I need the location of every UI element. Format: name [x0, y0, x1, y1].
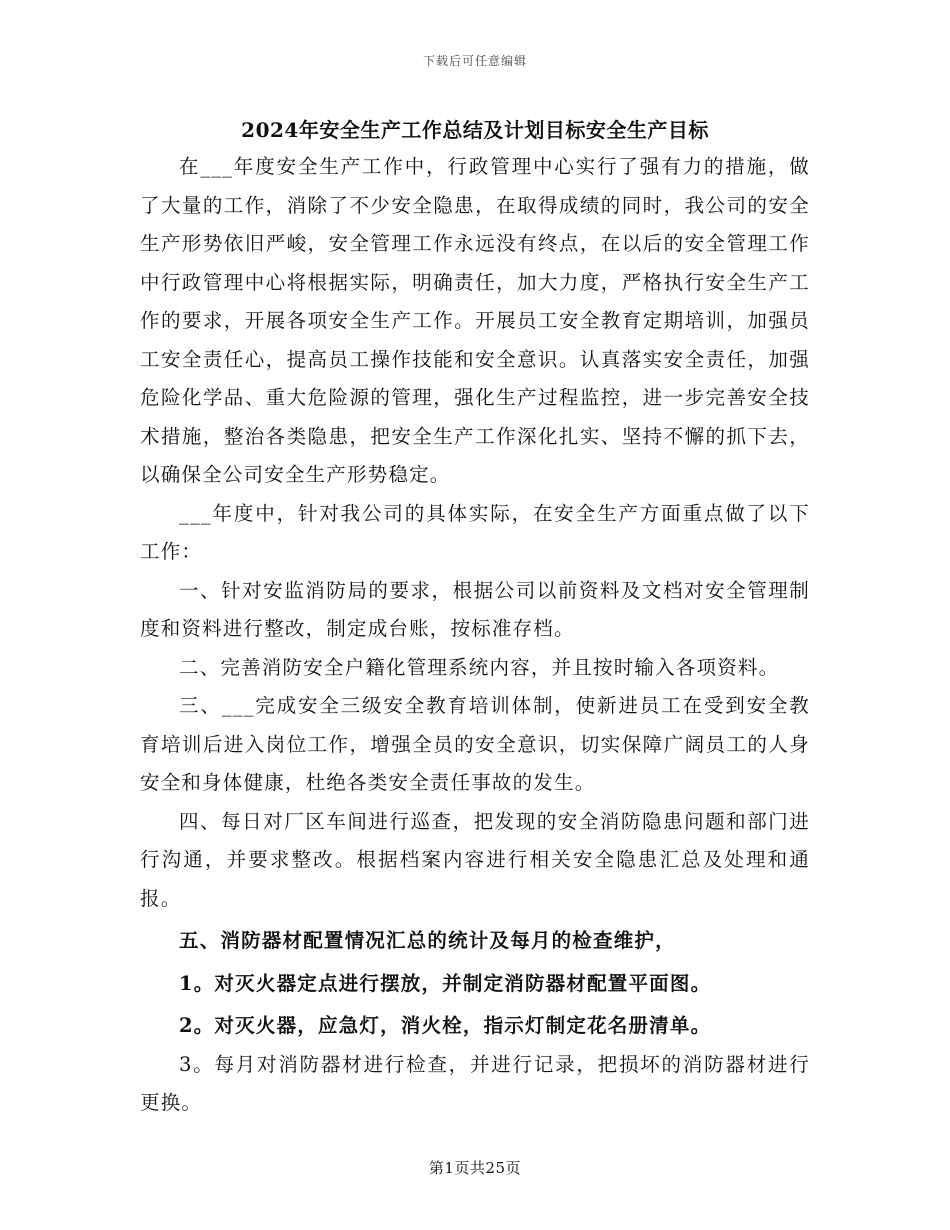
paragraph-subitem-3: 3。每月对消防器材进行检查，并进行记录，把损坏的消防器材进行更换。: [140, 1052, 810, 1114]
document-title: 2024年安全生产工作总结及计划目标安全生产目标: [241, 118, 709, 142]
paragraph-subitem-2: 2。对灭火器，应急灯，消火栓，指示灯制定花名册清单。: [179, 1014, 712, 1037]
paragraph-item-1: 一、针对安监消防局的要求，根据公司以前资料及文档对安全管理制度和资料进行整改，制定成台账，按标准存档。: [140, 578, 810, 640]
paragraph-summary-lead: ___年度中，针对我公司的具体实际，在安全生产方面重点做了以下工作：: [140, 501, 810, 563]
paragraph-item-5-heading: 五、消防器材配置情况汇总的统计及每月的检查维护，: [179, 929, 676, 952]
paragraph-subitem-1: 1。对灭火器定点进行摆放，并制定消防器材配置平面图。: [179, 971, 712, 995]
paragraph-item-2: 二、完善消防安全户籍化管理系统内容，并且按时输入各项资料。: [179, 655, 780, 679]
paragraph-intro: 在___年度安全生产工作中，行政管理中心实行了强有力的措施，做了大量的工作，消除了不少安全隐患，在取得成绩的同时，我公司的安全生产形势依旧严峻，安全管理工作永远没有终点，在以后的安全管理工作中行政管理中心将根据实际，明确责任，加大力度，严格执行安全生产工作的要求，开展各项安全生产工作。开展员工安全教育定期培训，加强员工安全责任心，提高员工操作技能和安全意识。认真落实安全责任，加强危险化学品、重大危险源的管理，强化生产过程监控，进一步完善安全技术措施，整治各类隐患，把安全生产工作深化扎实、坚持不懈的抓下去，以确保全公司安全生产形势稳定。: [140, 155, 810, 486]
page-number: 第1页共25页: [428, 1159, 522, 1177]
page-header: 下载后可任意编辑: [422, 54, 527, 68]
document-body: [140, 148, 810, 1123]
paragraph-item-4: 四、每日对厂区车间进行巡查，把发现的安全消防隐患问题和部门进行沟通，并要求整改。根据档案内容进行相关安全隐患汇总及处理和通报。: [140, 809, 810, 910]
paragraph-item-3: 三、___完成安全三级安全教育培训体制，使新进员工在受到安全教育培训后进入岗位工作，增强全员的安全意识，切实保障广阔员工的人身安全和身体健康，杜绝各类安全责任事故的发生。: [140, 694, 810, 794]
